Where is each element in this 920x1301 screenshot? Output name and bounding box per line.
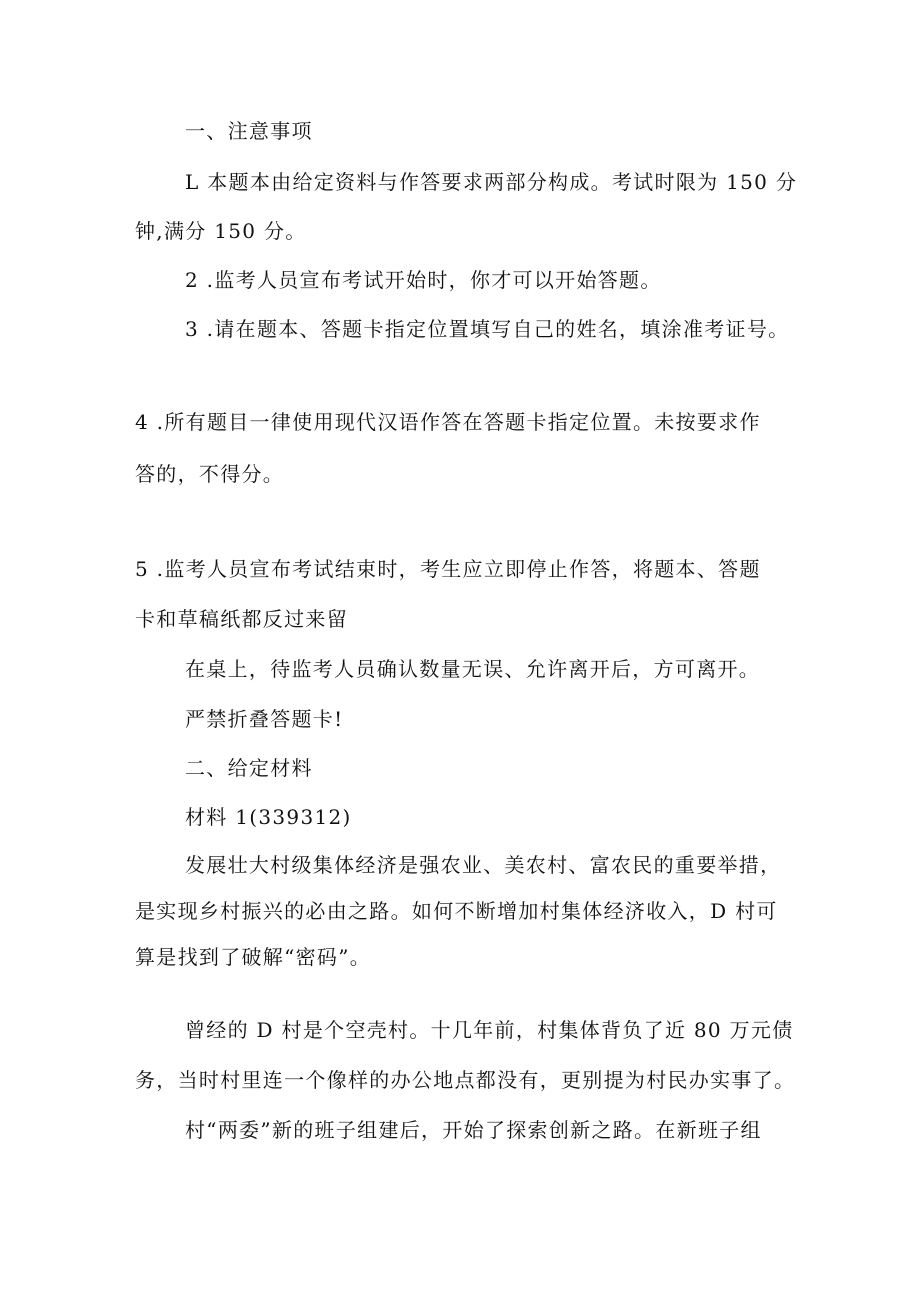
paragraph-line: 钟,满分 150 分。 (135, 219, 307, 243)
paragraph-line: 算是找到了破解“密码”。 (135, 945, 372, 969)
paragraph-line: 是实现乡村振兴的必由之路。如何不断增加村集体经济收入，D 村可 (135, 899, 778, 923)
paragraph-line: 发展壮大村级集体经济是强农业、美农村、富农民的重要举措， (185, 853, 782, 877)
paragraph-line: 4 .所有题目一律使用现代汉语作答在答题卡指定位置。未按要求作 (135, 410, 761, 434)
material-title: 材料 1(339312) (185, 805, 352, 829)
paragraph-line: 答的，不得分。 (135, 462, 285, 486)
paragraph-line: 严禁折叠答题卡! (185, 707, 344, 731)
paragraph-line: 务，当时村里连一个像样的办公地点都没有，更别提为村民办实事了。 (135, 1068, 796, 1092)
paragraph-line: L 本题本由给定资料与作答要求两部分构成。考试时限为 150 分 (185, 170, 798, 194)
paragraph-line: 3 .请在题本、答题卡指定位置填写自己的姓名，填涂准考证号。 (185, 317, 790, 341)
section-heading-notes: 一、注意事项 (185, 119, 313, 143)
paragraph-line: 村“两委”新的班子组建后，开始了探索创新之路。在新班子组 (185, 1118, 762, 1142)
paragraph-line: 在桌上，待监考人员确认数量无误、允许离开后，方可离开。 (185, 657, 761, 681)
paragraph-line: 2 .监考人员宣布考试开始时，你才可以开始答题。 (185, 268, 662, 292)
paragraph-line: 5 .监考人员宣布考试结束时，考生应立即停止作答，将题本、答题 (135, 557, 761, 581)
paragraph-line: 卡和草稿纸都反过来留 (135, 607, 348, 631)
section-heading-materials: 二、给定材料 (185, 756, 313, 780)
paragraph-line: 曾经的 D 村是个空壳村。十几年前，村集体背负了近 80 万元债 (185, 1018, 794, 1042)
